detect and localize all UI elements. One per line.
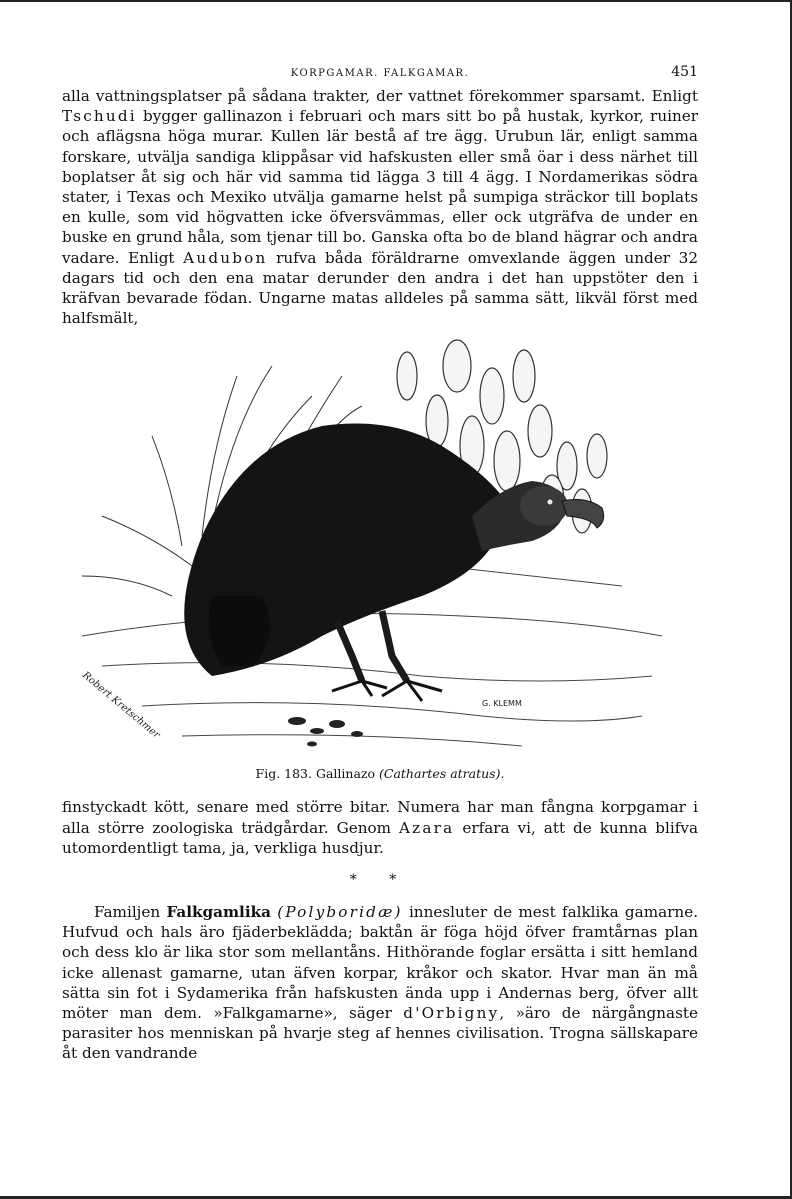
text-run: alla vattningsplatser på sådana trakter, der vattnet förekommer sparsamt. Enligt [62,87,698,105]
figure-caption [62,766,698,781]
vulture-bird [184,424,603,702]
running-title: KORPGAMAR. FALKGAMAR. [290,68,470,79]
author-name: d'Orbigny [403,1004,500,1023]
signature-right: G. KLEMM [482,699,522,709]
caption-prefix: Fig. 183. [255,766,312,782]
text-run: innesluter de mest falklika gamarne. Hufvud och hals äro fjäderbeklädda; baktån är föga höjd öfver framtårnas plan och dess klo är lika stor som mellantåns. Hithörande foglar ersätta i sitt hemland icke allenast gamarne, utan äfven korpar, kråkor och skator. Hvar man än må sätta sin fot i Sydamerika från hafskusten ända upp i Andernas berg, öfver allt möter man dem. »Falkgamarne», säger [62,903,699,1023]
paragraph-1 [62,86,698,328]
text-run: , »äro de närgångnaste parasiter hos menniskan på hvarje steg af hennes civilisation. Trogna sällskapare åt den vandrande [62,1004,698,1063]
text-run: erfara vi, att de kunna blifva utomordentligt tama, ja, verkliga husdjur. [62,818,698,857]
vulture-illustration [62,336,698,766]
section-separator: * * [349,872,411,889]
text-run: Familjen [94,903,167,922]
figure-183 [62,336,698,766]
text-run: rufva båda föräldrarne omvexlande äggen under 32 dagars tid och den ena matar derunder den andra i det han uppstöter den i kräfvan bevarade födan. Ungarne matas alldeles på samma sätt, likväl först med halfsmält, [62,248,698,328]
signature-left: Robert Kretschmer [80,670,162,742]
page [62,64,698,1064]
running-header [62,64,698,86]
paragraph-3 [62,902,698,1064]
text-run: bygger gallinazon i februari och mars sitt bo på hustak, kyrkor, ruiner och aflägsna höga murar. Kullen lär bestå af tre ägg. Urubun lär, enligt samma forskare, utvälja sandiga klippåsar vid hafskusten eller små öar i dess närhet till boplatser åt sig och här vid samma tid lägga 3 till 4 ägg. I Nordamerikas södra stater, i Texas och Mexiko utvälja gamarne helst på sumpiga sträckor till boplats en kulle, som vid högvatten icke öfversvämmas, eller ock utgräfva de under en buske en grund håla, som tjenar till bo. Ganska ofta bo de bland hägrar och andra vadare. Enligt [62,107,698,267]
page-edge-top [0,0,792,2]
author-name: Azara [399,818,455,837]
caption-latin: (Cathartes atratus). [379,766,505,782]
author-name: Tschudi [62,107,137,126]
family-name: Falkgamlika [166,903,271,922]
stones [288,717,363,747]
family-latin: (Polyboridæ) [277,903,403,922]
caption-name: Gallinazo [315,766,376,782]
author-name: Audubon [183,248,268,267]
page-number: 451 [671,64,698,80]
text-run: finstyckadt kött, senare med större bitar. Numera har man fångna korpgamar i alla större zoologiska trädgårdar. Genom [62,798,698,837]
paragraph-2 [62,797,698,858]
